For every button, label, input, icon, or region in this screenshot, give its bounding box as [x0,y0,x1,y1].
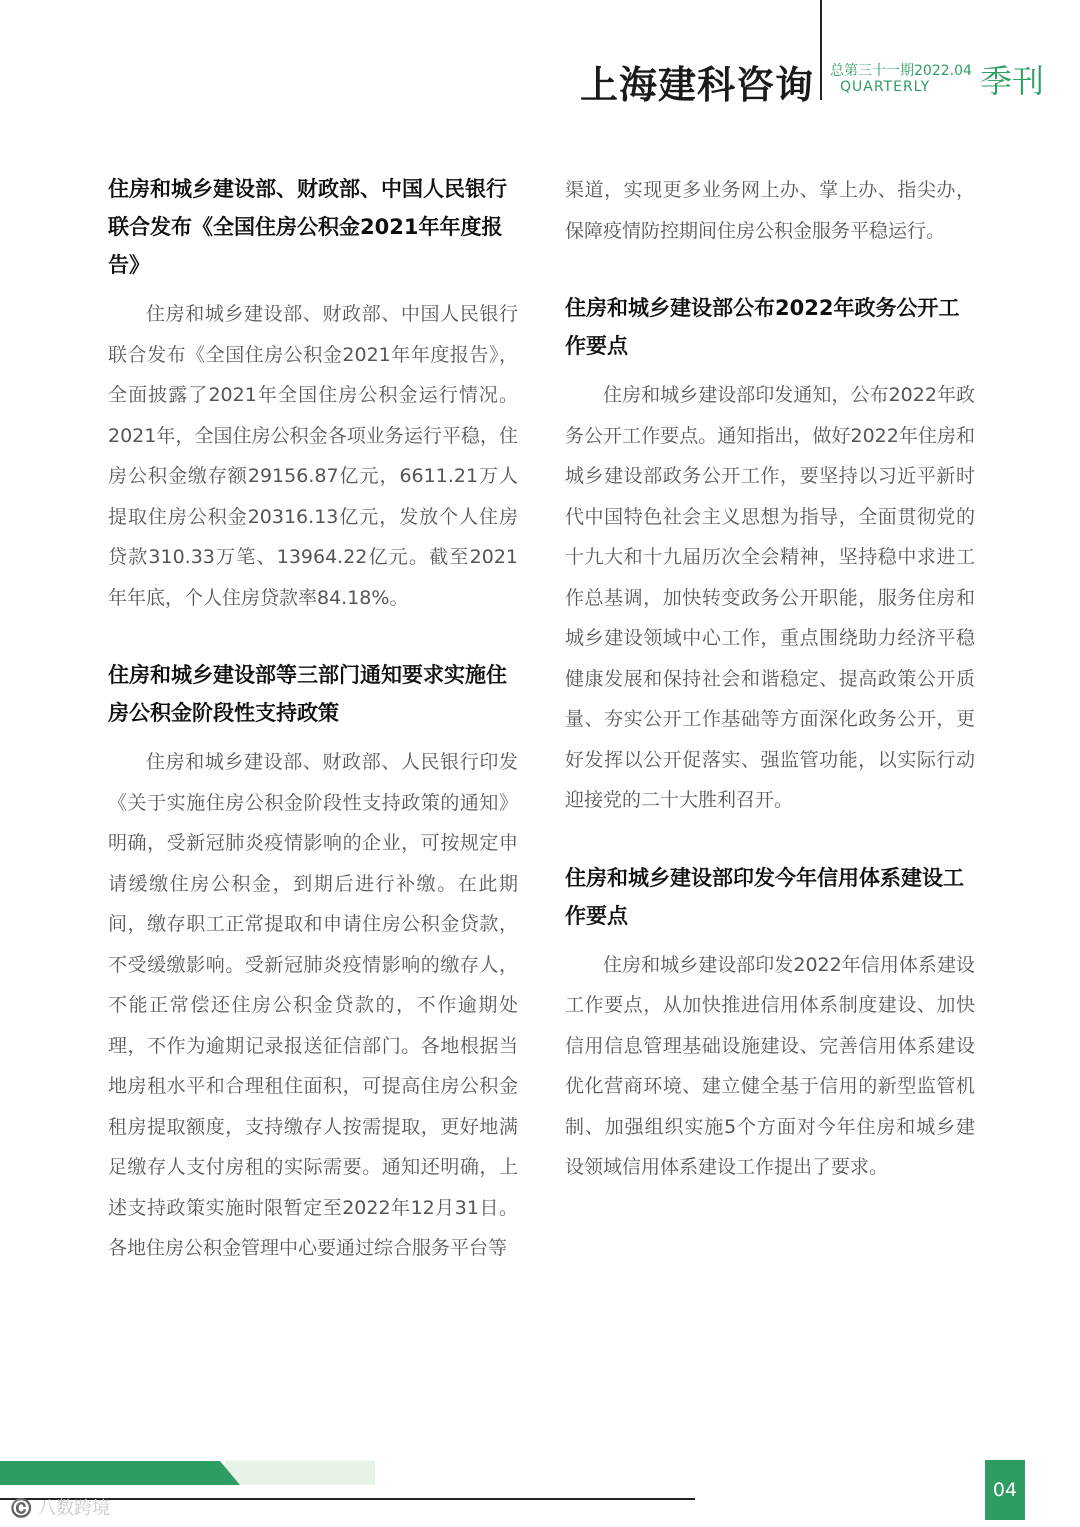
article-body: 住房和城乡建设部、财政部、中国人民银行联合发布《全国住房公积金2021年年度报告》，全面披露了2021年全国住房公积金运行情况。2021年，全国住房公积金各项业务运行平稳，住房公积金缴存额29156.87亿元，6611.21万人提取住房公积金20316.13亿元，发放个人住房贷款310.33万笔、13964.22亿元。截至2021年年底，个人住房贷款率84.18%。 [108,303,518,609]
footer-accent-bar [0,1461,240,1485]
quarterly-label-en: QUARTERLY [840,79,931,95]
magazine-title: 上海建科咨询 [580,63,815,107]
footer-accent-light [225,1461,375,1485]
article-heading: 住房和城乡建设部、财政部、中国人民银行联合发布《全国住房公积金2021年年度报告》 [108,177,507,277]
page-number: 04 [985,1460,1025,1520]
article-heading: 住房和城乡建设部公布2022年政务公开工作要点 [565,296,960,358]
watermark: ©️ 八数跨境 [10,1498,111,1519]
left-column [108,170,518,1307]
quarterly-label-cn: 季刊 [980,62,1045,100]
article-body: 住房和城乡建设部印发2022年信用体系建设工作要点，从加快推进信用体系制度建设、加快信用信息管理基础设施建设、完善信用体系建设优化营商环境、建立健全基于信用的新型监管机制、加强组织实施5个方面对今年住房和城乡建设领域信用体系建设工作提出了要求。 [565,953,975,1178]
article-heading: 住房和城乡建设部印发今年信用体系建设工作要点 [565,865,964,928]
right-column [565,170,975,1226]
article-body: 住房和城乡建设部印发通知，公布2022年政务公开工作要点。通知指出，做好2022年住房和城乡建设部政务公开工作，要坚持以习近平新时代中国特色社会主义思想为指导，全面贯彻党的十九大和十九届历次全会精神，坚持稳中求进工作总基调，加快转变政务公开职能，服务住房和城乡建设领域中心工作，重点围绕助力经济平稳健康发展和保持社会和谐稳定、提高政策公开质量、夯实公开工作基础等方面深化政务公开，更好发挥以公开促落实、强监管功能，以实际行动迎接党的二十大胜利召开。 [565,384,975,811]
issue-label: 总第三十一期2022.04 [830,63,972,79]
header-divider [820,0,822,100]
article-body-continuation: 渠道，实现更多业务网上办、掌上办、指尖办，保障疫情防控期间住房公积金服务平稳运行。 [565,179,975,242]
article-body: 住房和城乡建设部、财政部、人民银行印发《关于实施住房公积金阶段性支持政策的通知》明确，受新冠肺炎疫情影响的企业，可按规定申请缓缴住房公积金，到期后进行补缴。在此期间，缴存职工正常提取和申请住房公积金贷款，不受缓缴影响。受新冠肺炎疫情影响的缴存人，不能正常偿还住房公积金贷款的，不作逾期处理，不作为逾期记录报送征信部门。各地根据当地房租水平和合理租住面积，可提高住房公积金租房提取额度，支持缴存人按需提取，更好地满足缴存人支付房租的实际需要。通知还明确，上述支持政策实施时限暂定至2022年12月31日。各地住房公积金管理中心要通过综合服务平台等 [108,751,518,1259]
article-heading: 住房和城乡建设部等三部门通知要求实施住房公积金阶段性支持政策 [108,663,507,725]
